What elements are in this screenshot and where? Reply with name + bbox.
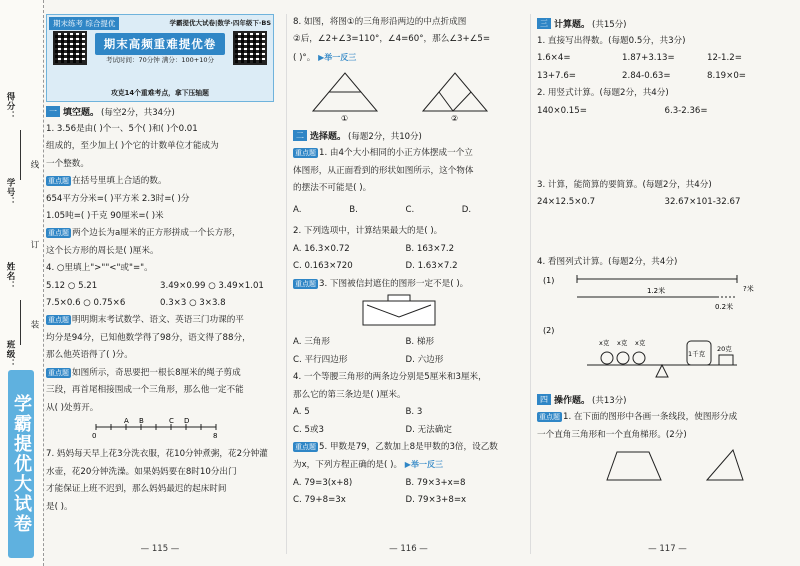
calc-item: 2.84-0.63= xyxy=(622,70,671,81)
compare-item: 3.49×0.99 ○ 3.49×1.01 xyxy=(160,280,264,291)
ruler-end: 8 xyxy=(213,431,218,439)
question-line: 4. 一个等腰三角形的两条边分别是5厘米和3厘米， xyxy=(293,372,487,383)
calc-row xyxy=(537,103,792,177)
compare-item: 7.5×0.6 ○ 0.75×6 xyxy=(46,298,126,309)
option-d[interactable]: D. 六边形 xyxy=(405,354,444,365)
line-diagram-figure xyxy=(537,271,787,313)
option-a[interactable]: A. 5 xyxy=(293,407,310,418)
section-operation xyxy=(537,393,792,406)
section-note: (共15分) xyxy=(592,19,627,30)
class-label: 班级： xyxy=(5,340,15,369)
name-label: 姓名： xyxy=(5,262,15,291)
section-fill-blank xyxy=(46,105,274,118)
ruler-end: 0 xyxy=(92,431,97,439)
envelope-figure xyxy=(293,293,513,327)
section-choice xyxy=(293,129,518,142)
option-d[interactable]: D. 79×3+8=x xyxy=(405,495,467,506)
exam-slogan: 攻克14个重难考点，拿下压轴题 xyxy=(111,89,209,97)
question-line: 1. 直接写出得数。(每题0.5分，共3分) xyxy=(537,36,686,46)
question-line: 两个边长为a厘米的正方形拼成一个长方形， xyxy=(72,228,241,239)
page-number: — 116 — xyxy=(389,544,428,554)
calc-item: 12-1.2= xyxy=(707,53,742,64)
question-line: 7. 妈妈每天早上花3分洗衣服，花10分钟煮粥，花2分钟灌 xyxy=(46,449,268,460)
option-d[interactable]: D. 1.63×7.2 xyxy=(405,261,458,272)
question-line: 体图形，从正面看到的形状如图所示，这个物体 xyxy=(293,165,474,176)
option-b[interactable]: B. 3 xyxy=(405,407,423,418)
option-row xyxy=(293,258,518,275)
question-line: 那么他英语得了( )分。 xyxy=(46,350,133,361)
key-badge: 重点题 xyxy=(48,316,69,325)
name-line xyxy=(20,300,21,345)
question-line: ②后，∠2+∠3=110°，∠4=60°，那么∠3+∠5= xyxy=(293,34,491,45)
binding-tag: 装 xyxy=(29,320,39,330)
section-title: 选择题。 xyxy=(310,132,347,143)
question-line: 这个长方形的周长是( )厘米。 xyxy=(46,245,159,256)
question-line: 3. 计算，能简算的要简算。(每题2分，共4分) xyxy=(537,179,712,190)
ruler-point: A xyxy=(124,416,129,425)
calc-item: 140×0.15= xyxy=(537,105,587,116)
question-line: 从( )处剪开。 xyxy=(46,402,99,413)
question-line: 组成的，至少加上( )个它的计数单位才能成为 xyxy=(46,141,219,152)
question-line: 的摆法不可能是( )。 xyxy=(293,183,372,194)
binding-margin xyxy=(0,0,44,566)
calc-item: 13+7.6= xyxy=(537,70,577,81)
option-b[interactable]: B. 梯形 xyxy=(405,337,435,348)
question-line: 一个整数。 xyxy=(46,158,89,169)
question-line: 在括号里填上合适的数。 xyxy=(72,176,167,187)
question-line: ( )°。 xyxy=(293,52,316,63)
key-badge: 重点题 xyxy=(295,442,316,451)
exam-title: 期末高频重难提优卷 xyxy=(95,33,225,55)
section-note: (每题2分，共10分) xyxy=(348,131,422,142)
section-number: 二 xyxy=(293,130,307,141)
compare-item: 5.12 ○ 5.21 xyxy=(46,280,98,291)
calc-row xyxy=(537,50,792,67)
score-field-label: 得分： xyxy=(5,92,15,121)
weight-label: x克 xyxy=(635,338,646,347)
option-c[interactable]: C. 0.163×720 xyxy=(293,261,353,272)
cube-options xyxy=(293,197,518,223)
key-badge: 重点题 xyxy=(48,368,69,377)
section-number: 三 xyxy=(537,18,551,29)
section-title: 填空题。 xyxy=(63,108,100,118)
key-badge: 重点题 xyxy=(295,279,316,288)
qr-code-icon xyxy=(53,31,87,65)
option-a[interactable]: A. 79=3(x+8) xyxy=(293,477,353,488)
key-badge: 重点题 xyxy=(539,413,560,422)
question-line: 均分是94分，已知他数学得了98分，语文得了88分， xyxy=(46,332,251,343)
option-c[interactable]: C. xyxy=(405,204,415,215)
key-badge: 重点题 xyxy=(48,177,69,186)
question-line: 明明期末考试数学、语文、英语三门功课的平 xyxy=(72,315,244,326)
option-c[interactable]: C. 79+8=3x xyxy=(293,495,346,506)
option-d[interactable]: D. xyxy=(461,204,472,215)
question-line: 一个直角三角形和一个直角梯形。(2分) xyxy=(537,429,687,440)
section-number: 一 xyxy=(46,106,60,117)
question-line: 三段，再首尾相接围成一个三角形，那么他一定不能 xyxy=(46,385,244,396)
page-number: — 117 — xyxy=(648,544,687,554)
calc-item: 1.87+3.13= xyxy=(622,53,675,64)
option-row xyxy=(293,404,518,421)
question-block xyxy=(46,121,274,516)
triangle-fold-figure xyxy=(293,67,513,123)
option-a[interactable]: A. 三角形 xyxy=(293,337,330,348)
trapezoid-triangle-figure xyxy=(537,444,787,484)
question-line: 为x，下列方程正确的是( )。 xyxy=(293,460,403,471)
calc-item: 1.6×4= xyxy=(537,53,571,64)
section-title: 计算题。 xyxy=(554,20,591,30)
figure-label: (2) xyxy=(543,325,555,335)
question-line: 那么它的第三条边是( )厘米。 xyxy=(293,389,406,400)
section-note: (共13分) xyxy=(592,395,627,406)
ruler-point: C xyxy=(169,416,174,425)
question-line: 8. 如图，将图①的三角形沿两边的中点折成图 xyxy=(293,17,467,27)
question-line: 1. 3.56是由( )个一、5个( )和( )个0.01 xyxy=(46,124,198,134)
question-line: 654平方分米=( )平方米 2.3时=( )分 xyxy=(46,193,190,204)
page-115 xyxy=(46,14,274,554)
option-c[interactable]: C. 平行四边形 xyxy=(293,354,348,365)
calc-row xyxy=(537,194,792,254)
option-b[interactable]: B. 163×7.2 xyxy=(405,243,455,254)
binding-tag: 订 xyxy=(29,240,39,250)
calc-item: 32.67×101-32.67 xyxy=(664,197,741,208)
question-line: 如图所示，奇思要把一根长8厘米的绳子剪成 xyxy=(72,367,241,378)
question-line: 4. 看图列式计算。(每题2分，共4分) xyxy=(537,257,678,268)
weight-label: x克 xyxy=(599,338,610,347)
question-line: 2. 下列选项中，计算结果最大的是( )。 xyxy=(293,226,443,237)
option-row xyxy=(293,475,518,492)
section-title: 操作题。 xyxy=(554,396,591,407)
option-row xyxy=(293,334,518,351)
compare-row xyxy=(46,295,274,312)
option-a[interactable]: A. 16.3×0.72 xyxy=(293,243,350,254)
calc-item: 6.3-2.36= xyxy=(664,105,708,116)
option-c[interactable]: C. 5或3 xyxy=(293,424,324,435)
series-label: 学霸提优大试卷|数学·四年级下·BS xyxy=(169,19,271,27)
section-calc xyxy=(537,17,792,30)
section-number: 四 xyxy=(537,394,551,405)
binding-tag: 线 xyxy=(29,160,39,170)
key-badge: 重点题 xyxy=(48,229,69,238)
question-8 xyxy=(293,14,518,67)
figure-label: ② xyxy=(451,114,459,124)
page-117 xyxy=(530,14,792,554)
option-b[interactable]: B. 79×3+x=8 xyxy=(405,477,466,488)
part-label: 0.2米 xyxy=(715,303,734,312)
question-line: 是( )。 xyxy=(46,501,73,512)
balance-scale-figure xyxy=(537,321,787,383)
question-line: 1. 由4个大小相同的小正方体摆成一个立 xyxy=(319,148,473,159)
qr-code-icon xyxy=(233,31,267,65)
option-row xyxy=(293,241,518,258)
section-note: (每空2分，共34分) xyxy=(101,107,175,118)
weight-label: x克 xyxy=(617,338,628,347)
compare-row xyxy=(46,278,274,295)
exam-tag: 期末练考 综合提优 xyxy=(49,17,119,30)
option-a[interactable]: A. xyxy=(293,204,302,215)
extension-link[interactable]: ▶举一反三 xyxy=(404,460,443,470)
option-row xyxy=(293,352,518,369)
question-line: 1. 在下面的图形中各画一条线段，使图形分成 xyxy=(563,412,738,423)
question-line: 才能保证上班不迟到，那么妈妈最迟的起床时间 xyxy=(46,484,227,495)
compare-item: 0.3×3 ○ 3×3.8 xyxy=(160,298,226,309)
key-badge: 重点题 xyxy=(295,149,316,158)
option-d[interactable]: D. 无法确定 xyxy=(405,424,452,435)
option-row xyxy=(293,422,518,439)
length-label: 1.2米 xyxy=(647,287,666,296)
figure-label: (1) xyxy=(543,276,555,286)
question-block xyxy=(293,145,518,509)
question-line: 3. 下图被信封遮住的图形一定不是( )。 xyxy=(319,278,469,289)
option-b[interactable]: B. xyxy=(349,204,358,215)
question-line: 5. 甲数是79，乙数加上8是甲数的3倍，设乙数 xyxy=(319,441,498,452)
exam-banner xyxy=(46,14,274,102)
brand-logo: 学霸提优大试卷 xyxy=(8,370,34,558)
ruler-point: D xyxy=(184,416,190,425)
student-id-label: 学号： xyxy=(5,178,15,207)
calc-row xyxy=(537,68,792,85)
score-line xyxy=(20,130,21,180)
question-line: 水壶，花20分钟洗澡。如果妈妈要在8时10分出门 xyxy=(46,466,237,477)
question-line: 2. 用竖式计算。(每题2分，共4分) xyxy=(537,88,669,99)
weight-label: 20克 xyxy=(717,344,732,353)
weight-label: 1千克 xyxy=(688,349,706,358)
extension-link[interactable]: ▶举一反三 xyxy=(318,52,357,62)
exam-meta: 考试时间：70分钟 满分：100+10分 xyxy=(106,56,214,64)
question-block xyxy=(537,409,792,444)
ruler-point: B xyxy=(139,416,144,425)
question-line: 1.05吨=( )千克 90厘米=( )米 xyxy=(46,211,164,222)
page-number: — 115 — xyxy=(140,544,180,554)
option-row xyxy=(293,492,518,509)
question-line: 4. ○里填上">""<"或"="。 xyxy=(46,263,153,274)
unknown-label: ?米 xyxy=(743,285,754,294)
question-block xyxy=(537,33,792,390)
rope-ruler-figure xyxy=(46,417,246,439)
page-116 xyxy=(286,14,518,554)
calc-item: 24×12.5×0.7 xyxy=(537,197,596,208)
calc-item: 8.19×0= xyxy=(707,70,747,81)
figure-label: ① xyxy=(341,114,349,124)
